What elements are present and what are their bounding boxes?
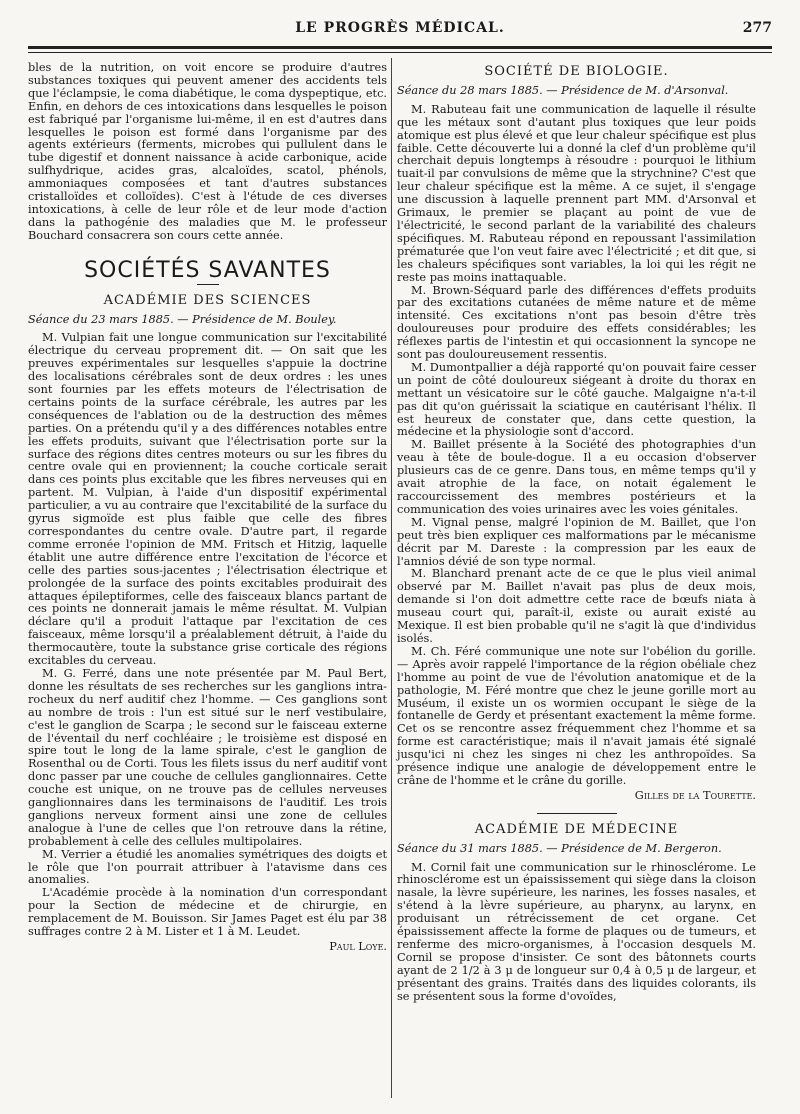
paragraph-cornil: M. Cornil fait une communication sur le rhinosclérome. Le rhinosclérome est un épaississement qui siège dans la cloison nasale, la lèvre supérieure, les narines, les fosses nasales, et s'étend à la lèvre supérieure, au pharynx, au larynx, en produisant un rétrécissement de cet organe. Cet épaississement affecte la forme de plaques ou de tumeurs, et renferme des micro-organismes, à l'occasion desquels M. Cornil se propose d'insister. Ce sont des bâtonnets courts ayant de 2 1/2 à 3 μ de longueur sur 0,4 à 0,5 μ de largeur, et présentant des grains. Traités dans des liquides colorants, ils se présentent sous la forme d'ovoïdes, (397, 860, 756, 1003)
signature-gilles-de-la-tourette: Gilles de la Tourette. (634, 788, 756, 802)
seance-biologie: Séance du 28 mars 1885. — Présidence de M. d'Arsonval. (397, 83, 729, 97)
paragraph-vignal: M. Vignal pense, malgré l'opinion de M. Baillet, que l'on peut très bien expliquer ces malformations par le mécanisme décrit par M. Dareste : la compression par les eaux de l'amnios dévié de son type normal. (397, 515, 756, 568)
seance-medecine: Séance du 31 mars 1885. — Présidence de M. Bergeron. (397, 841, 722, 855)
column-divider (391, 58, 392, 1098)
paragraph-vulpian: M. Vulpian fait une longue communication sur l'excitabilité électrique du cerveau proprement dit. — On sait que les preuves expérimentales sur lesquelles s'appuie la doctrine des localisations cérébrales sont de deux ordres : les unes sont fournies par les effets moteurs de l'électrisation de certains points de la surface cérébrale, les autres par les conséquences de l'ablation ou de la destruction des mêmes parties. On a prétendu qu'il y a des différences notables entre les effets produits, suivant que l'électrisation porte sur la surface des régions dites centres moteurs ou sur les fibres du centre ovale qui en proviennent; la couche corticale serait dans ces points plus excitable que les fibres nerveuses qui en partent. M. Vulpian, à l'aide d'un dispositif expérimental particulier, a vu au contraire que l'excitabilité de la surface du gyrus sigmoïde est plus faible que celle des fibres correspondantes du centre ovale. D'autre part, il regarde comme erronée l'opinion de MM. Fritsch et Hitzig, laquelle établit une autre différence entre l'excitation de l'écorce et celle des parties sous-jacentes ; l'électrisation électrique et prolongée de la surface des points excitables produirait des attaques épileptiformes, celle des faisceaux blancs partant de ces points ne donnerait jamais le même résultat. M. Vulpian déclare qu'il a produit l'attaque par l'excitation de ces faisceaux, même lorsqu'il a préalablement détruit, à l'aide du thermocautère, toute la substance grise corticale des régions excitables du cerveau. (28, 331, 387, 668)
header-rule-thick (28, 46, 772, 49)
paragraph-brown-sequard: M. Brown-Séquard parle des différences d'effets produits par des excitations cutanées de même nature et de même intensité. Ces excitations n'ont pas besoin d'être très douloureuses pour produire des effets considérables; les réflexes partis de l'intestin et qui occasionnent la syncope ne sont pas douloureusement ressentis. (397, 283, 756, 362)
signature-loye: Paul Loye. (329, 940, 387, 953)
page-header (28, 20, 772, 42)
paragraph-dumontpallier: M. Dumontpallier a déjà rapporté qu'on pouvait faire cesser un point de côté douloureux siégeant à droite du thorax en mettant un vésicatoire sur le côté gauche. Malgaigne n'a-t-il pas dit qu'on guérissait la sciatique en cautérisant l'hélix. Il est heureux de constater que, dans cette question, la médecine et la physiologie sont d'accord. (397, 360, 756, 439)
left-column (28, 62, 387, 954)
seance-sciences: Séance du 23 mars 1885. — Présidence de M. Bouley. (28, 312, 337, 326)
paragraph-rabuteau: M. Rabuteau fait une communication de laquelle il résulte que les métaux sont d'autant plus toxiques que leur poids atomique est plus élevé et que leur chaleur spécifique est plus faible. Cette découverte lui a donné la clef d'un problème qu'il cherchait depuis longtemps à résoudre : pourquoi le lithium tuait-il par convulsions de même que la strychnine? C'est que leur chaleur spécifique est la même. A ce sujet, il s'engage une discussion à laquelle prennent part MM. d'Arsonval et Grimaux, le premier se plaçant au point de vue de l'électricité, le second parlant de la variabilité des chaleurs spécifiques. M. Rabuteau répond en repoussant l'assimilation prématurée que l'on veut faire avec l'électricité ; et dit que, si les chaleurs spécifiques sont variables, la loi qui les régit ne reste pas moins inattaquable. (397, 102, 756, 284)
page-number: 277 (742, 20, 772, 36)
title-dash (197, 284, 219, 285)
header-rule-thin (28, 52, 772, 53)
right-column (397, 62, 756, 1004)
section-separator (537, 813, 617, 814)
academie-sciences-title: ACADÉMIE DES SCIENCES (103, 292, 312, 308)
paragraph-academie: L'Académie procède à la nomination d'un correspondant pour la Section de médecine et de chirurgie, en remplacement de M. Bouisson. Sir James Paget est élu par 38 suffrages contre 2 à M. Lister et 1 à M. Leudet. (28, 886, 387, 939)
paragraph-verrier: M. Verrier a étudié les anomalies symétriques des doigts et le rôle que l'on pourrait attribuer à l'atavisme dans ces anomalies. (28, 847, 387, 887)
intro-paragraph: bles de la nutrition, on voit encore se produire d'autres substances toxiques qui peuvent amener des accidents tels que l'éclampsie, le coma diabétique, le coma dyspeptique, etc. Enfin, en dehors de ces intoxications dans lesquelles le poison est fabriqué par l'organisme lui-même, il en est d'autres dans lesquelles le poison est formé dans l'organisme par des agents extérieurs (ferments, microbes qui pullulent dans le tube digestif et donnent naissance à acide carbonique, acide sulfhydrique, acides gras, alcaloïdes, scatol, phénols, ammoniaques composées et tant d'autres substances cristalloïdes et colloïdes). C'est à l'étude de ces diverses intoxications, à celle de leur rôle et de leur mode d'action dans la pathogénie des maladies que M. le professeur Bouchard consacrera son cours cette année. (28, 61, 387, 242)
paragraph-fere: M. Ch. Féré communique une note sur l'obélion du gorille. — Après avoir rappelé l'importance de la région obéliale chez l'homme au point de vue de l'évolution anatomique et de la pathologie, M. Féré montre que chez le jeune gorille mort au Muséum, il existe un os wormien occupant le siège de la fontanelle de Gerdy et présentant exactement la même forme. Cet os se rencontre assez fréquemment chez l'homme et sa forme est caractéristique; mais il n'avait jamais été signalé jusqu'ici ni chez les singes ni chez les anthropoïdes. Sa présence indique une analogie de développement entre le crâne de l'homme et le crâne du gorille. (397, 644, 756, 787)
societe-biologie-title: SOCIÉTÉ DE BIOLOGIE. (484, 64, 669, 79)
societes-savantes-title: SOCIÉTÉS SAVANTES (84, 257, 331, 283)
paragraph-blanchard: M. Blanchard prenant acte de ce que le plus vieil animal observé par M. Baillet n'avait pas plus de deux mois, demande si l'on doit admettre cette race de bœufs niata à museau court qui, paraît-il, existe ou aurait existé au Mexique. Il est bien probable qu'il ne s'agit là que d'individus isolés. (397, 567, 756, 645)
journal-title: LE PROGRÈS MÉDICAL. (295, 20, 505, 36)
paragraph-ferre: M. G. Ferré, dans une note présentée par M. Paul Bert, donne les résultats de ses recherches sur les ganglions intra-rocheux du nerf auditif chez l'homme. — Ces ganglions sont au nombre de trois : l'un est situé sur le nerf vestibulaire, c'est le ganglion de Scarpa ; le second sur le faisceau externe de l'éventail du nerf cochléaire ; le troisième est disposé en spire tout le long de la lame spirale, c'est le ganglion de Rosenthal ou de Corti. Tous les filets issus du nerf auditif vont donc passer par une couche de cellules ganglionnaires. Cette couche est unique, on ne trouve pas de cellules nerveuses ganglionnaires dans les terminaisons de l'auditif. Les trois ganglions nerveux forment ainsi une zone de cellules analogue à l'une de celles que l'on retrouve dans la rétine, probablement à celle des cellules multipolaires. (28, 666, 387, 848)
academie-medecine-title: ACADÉMIE DE MÉDECINE (474, 821, 679, 837)
paragraph-baillet: M. Baillet présente à la Société des photographies d'un veau à tête de boule-dogue. Il a eu occasion d'observer plusieurs cas de ce genre. Dans tous, en même temps qu'il y avait atrophie de la face, on notait également le raccourcissement des membres postérieurs et la communication des voies urinaires avec les voies génitales. (397, 438, 756, 516)
